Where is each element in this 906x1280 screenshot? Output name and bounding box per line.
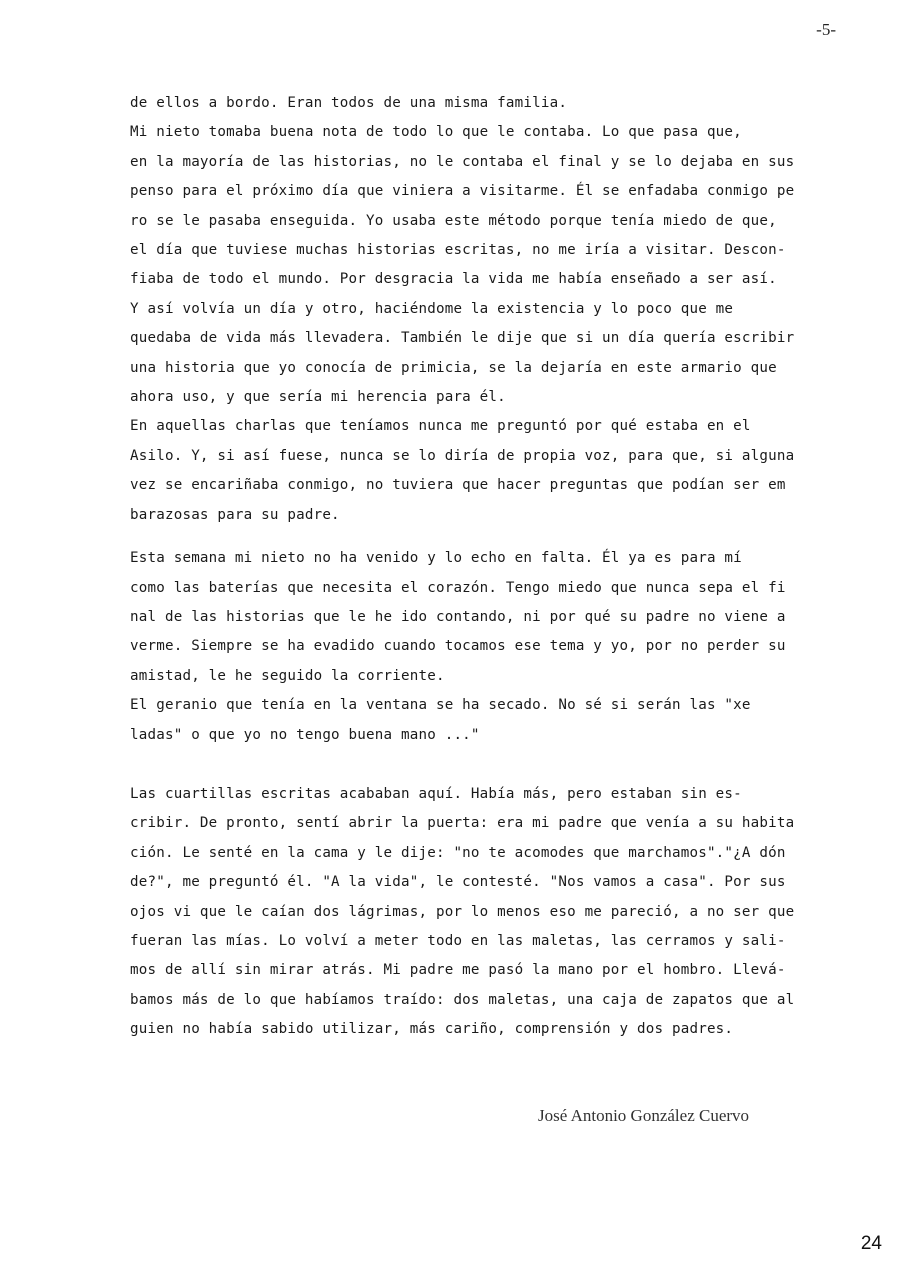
- text-line: guien no había sabido utilizar, más cariño, comprensión y dos padres.: [130, 1021, 734, 1038]
- text-line: ladas" o que yo no tengo buena mano ...": [130, 726, 480, 743]
- text-line: ahora uso, y que sería mi herencia para él.: [130, 389, 506, 406]
- text-line: quedaba de vida más llevadera. También le dije que si un día quería escribir: [130, 330, 795, 347]
- text-line: Asilo. Y, si así fuese, nunca se lo diría de propia voz, para que, si alguna: [130, 447, 795, 464]
- text-line: barazosas para su padre.: [130, 506, 340, 523]
- text-line: el día que tuviese muchas historias escritas, no me iría a visitar. Descon-: [130, 242, 786, 259]
- text-line: una historia que yo conocía de primicia, se la dejaría en este armario que: [130, 359, 777, 376]
- text-line: como las baterías que necesita el corazón. Tengo miedo que nunca sepa el fi: [130, 579, 786, 596]
- text-line: fueran las mías. Lo volví a meter todo en las maletas, las cerramos y sali-: [130, 932, 786, 949]
- text-line: Y así volvía un día y otro, haciéndome la existencia y lo poco que me: [130, 300, 734, 317]
- text-line: cribir. De pronto, sentí abrir la puerta: era mi padre que venía a su habita: [130, 815, 795, 832]
- author-signature: José Antonio González Cuervo: [538, 1106, 750, 1125]
- page-marker: -5-: [816, 20, 836, 39]
- text-line: vez se encariñaba conmigo, no tuviera que hacer preguntas que podían ser em: [130, 477, 786, 494]
- text-line: de?", me preguntó él. "A la vida", le contesté. "Nos vamos a casa". Por sus: [130, 874, 786, 891]
- text-line: penso para el próximo día que viniera a visitarme. Él se enfadaba conmigo pe: [130, 183, 795, 200]
- text-line: verme. Siempre se ha evadido cuando tocamos ese tema y yo, por no perder su: [130, 638, 786, 655]
- text-line: bamos más de lo que habíamos traído: dos maletas, una caja de zapatos que al: [130, 991, 795, 1008]
- text-line: mos de allí sin mirar atrás. Mi padre me pasó la mano por el hombro. Llevá-: [130, 962, 786, 979]
- text-line: Esta semana mi nieto no ha venido y lo echo en falta. Él ya es para mí: [130, 550, 742, 567]
- text-line: amistad, le he seguido la corriente.: [130, 667, 445, 684]
- text-line: Mi nieto tomaba buena nota de todo lo que le contaba. Lo que pasa que,: [130, 124, 742, 141]
- text-line: ro se le pasaba enseguida. Yo usaba este método porque tenía miedo de que,: [130, 212, 777, 229]
- text-line: Las cuartillas escritas acababan aquí. Había más, pero estaban sin es-: [130, 785, 742, 802]
- text-line: fiaba de todo el mundo. Por desgracia la vida me había enseñado a ser así.: [130, 271, 777, 288]
- text-line: El geranio que tenía en la ventana se ha secado. No sé si serán las "xe: [130, 697, 751, 714]
- paragraph-gap: [130, 530, 820, 544]
- paragraph-gap: [130, 750, 820, 780]
- text-line: En aquellas charlas que teníamos nunca me preguntó por qué estaba en el: [130, 418, 751, 435]
- text-line: ojos vi que le caían dos lágrimas, por lo menos eso me pareció, a no ser que: [130, 903, 795, 920]
- text-line: de ellos a bordo. Eran todos de una misma familia.: [130, 95, 568, 111]
- text-line: en la mayoría de las historias, no le contaba el final y se lo dejaba en sus: [130, 153, 795, 170]
- typed-text-block: [130, 89, 820, 1045]
- text-line: nal de las historias que le he ido contando, ni por qué su padre no viene a: [130, 608, 786, 625]
- page-number: 24: [860, 1233, 882, 1254]
- text-line: ción. Le senté en la cama y le dije: "no te acomodes que marchamos"."¿A dón: [130, 844, 786, 861]
